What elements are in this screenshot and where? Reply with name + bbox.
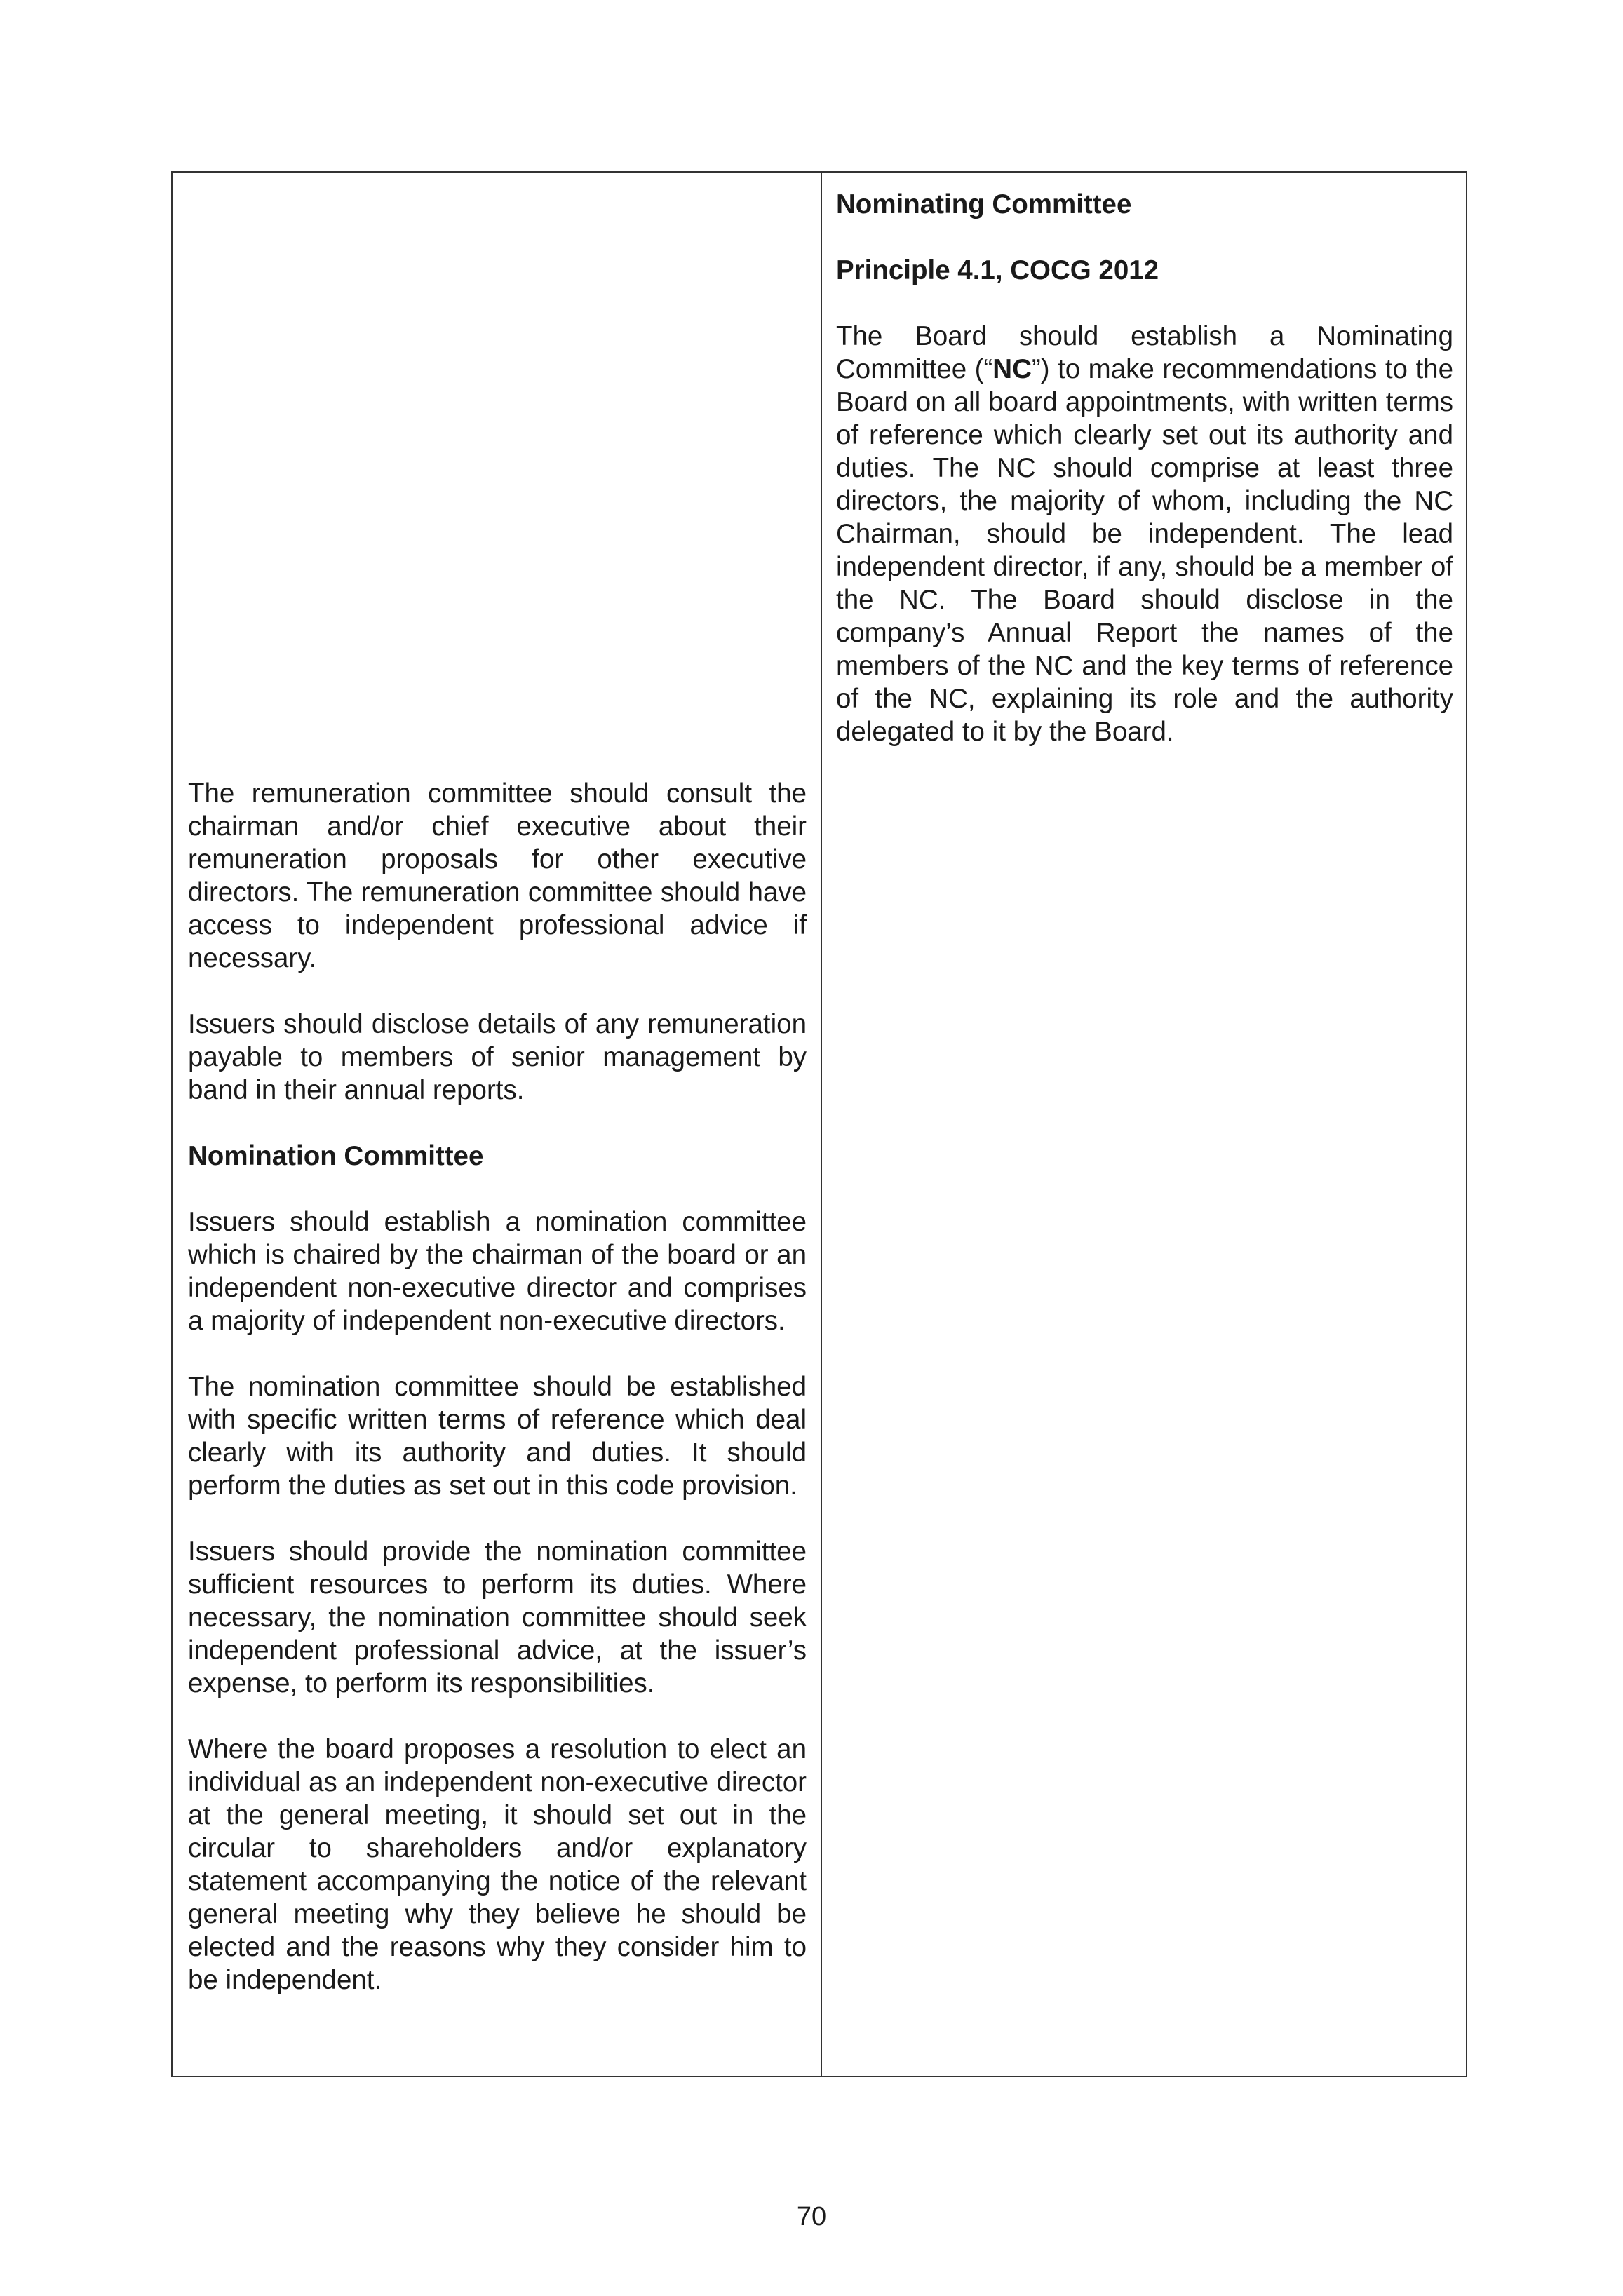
principle-reference: Principle 4.1, COCG 2012 (836, 255, 1159, 285)
nc-para-start: The Board should establish a Nominating Committee (“ (836, 321, 1453, 384)
column-divider (821, 173, 822, 2076)
remuneration-disclosure-paragraph: Issuers should disclose details of any remuneration payable to members of senior management by band in their annual reports. (188, 1009, 807, 1105)
left-column (188, 777, 807, 1997)
remuneration-consult-paragraph: The remuneration committee should consult the chairman and/or chief executive about their remuneration proposals for other executive directors. The remuneration committee should have access to independent professional advice if necessary. (188, 778, 807, 973)
election-resolution-paragraph: Where the board proposes a resolution to elect an individual as an independent non-executive director at the general meeting, it should set out in the circular to shareholders and/or explanatory statement accompanying the notice of the relevant general meeting why they believe he should be elected and the reasons why they consider him to be independent. (188, 1734, 807, 1995)
page-number: 70 (796, 2202, 827, 2231)
left-heading: Nomination Committee (188, 1141, 484, 1171)
nc-para-end: ”) to make recommendations to the Board on all board appointments, with written terms of reference which clearly set out its authority and duties. The NC should comprise at least three directors, the majority of whom, including the NC Chairman, should be independent. The lead independent director, if any, should be a member of the NC. The Board should disclose in the company’s Annual Report the names of the members of the NC and the key terms of reference of the NC, explaining its role and the authority delegated to it by the Board. (836, 354, 1454, 747)
nomination-establish-paragraph: Issuers should establish a nomination committee which is chaired by the chairman of the board or an independent non-executive director and comprises a majority of independent non-executive directors. (188, 1207, 807, 1336)
nomination-terms-paragraph: The nomination committee should be established with specific written terms of reference which deal clearly with its authority and duties. It should perform the duties as set out in this code provision. (188, 1372, 807, 1501)
right-heading: Nominating Committee (836, 189, 1132, 220)
nomination-resources-paragraph: Issuers should provide the nomination committee sufficient resources to perform its duties. Where necessary, the nomination committee should seek independent professional advice, at the issuer’s expense, to perform its responsibilities. (188, 1537, 807, 1699)
comparison-table (171, 171, 1467, 2077)
nc-abbreviation: NC (992, 354, 1032, 384)
right-column (836, 188, 1453, 748)
nominating-committee-paragraph (836, 320, 1453, 748)
